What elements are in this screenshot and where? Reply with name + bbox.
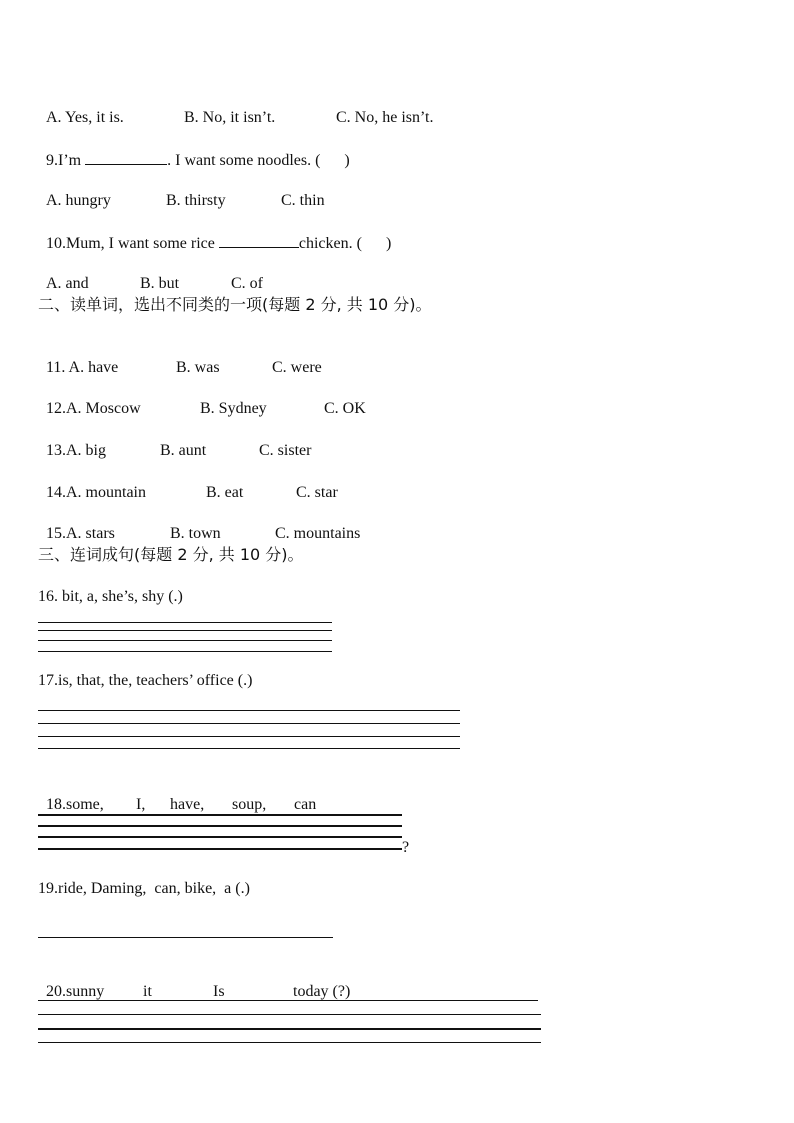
q18-answer-line-4[interactable] <box>38 848 402 850</box>
q18-answer-line-3[interactable] <box>38 836 402 838</box>
q9-options <box>38 171 325 211</box>
q11-option-c[interactable]: C. were <box>272 359 322 376</box>
q14-option-c[interactable]: C. star <box>296 484 338 501</box>
q11-row <box>38 338 322 378</box>
q13-option-a[interactable]: 13.A. big <box>46 442 106 459</box>
q20-answer-line-3[interactable] <box>38 1028 541 1030</box>
q8-options <box>38 88 433 128</box>
q20-answer-line-2[interactable] <box>38 1014 541 1015</box>
q20-word-2: it <box>143 983 152 1000</box>
q9-stem <box>38 130 350 171</box>
q16-answer-line-3[interactable] <box>38 640 332 641</box>
section-2-title: 二、读单词，选出不同类的一项(每题 2 分, 共 10 分)。 <box>38 295 432 314</box>
q17-words: 17.is, that, the, teachers’ office (.) <box>38 672 253 689</box>
q16-answer-line-1[interactable] <box>38 622 332 623</box>
q14-row <box>38 463 338 503</box>
q9-blank[interactable] <box>85 150 167 165</box>
q8-option-c[interactable]: C. No, he isn’t. <box>336 109 434 126</box>
q18-word-2: I, <box>136 796 146 813</box>
q9-option-c[interactable]: C. thin <box>281 192 325 209</box>
q20-answer-line-1[interactable] <box>38 1000 538 1001</box>
q13-row <box>38 421 311 461</box>
section-3-title: 三、连词成句(每题 2 分, 共 10 分)。 <box>38 545 304 564</box>
q10-option-b[interactable]: B. but <box>140 275 180 292</box>
q18-word-5: can <box>294 796 317 813</box>
q19-answer-line[interactable] <box>38 937 333 938</box>
q18-question-mark: ? <box>402 839 410 856</box>
q17-answer-line-4[interactable] <box>38 748 460 749</box>
q14-option-b[interactable]: B. eat <box>206 484 244 501</box>
q13-option-b[interactable]: B. aunt <box>160 442 207 459</box>
q10-option-a[interactable]: A. and <box>46 275 89 292</box>
q20-word-4: today (?) <box>293 983 351 1000</box>
q11-option-b[interactable]: B. was <box>176 359 220 376</box>
q12-option-a[interactable]: 12.A. Moscow <box>46 400 141 417</box>
q10-blank[interactable] <box>219 233 299 248</box>
q17-answer-line-2[interactable] <box>38 723 460 724</box>
q15-option-b[interactable]: B. town <box>170 525 221 542</box>
q16-words: 16. bit, a, she’s, shy (.) <box>38 588 183 605</box>
q18-answer-line-2[interactable] <box>38 825 402 827</box>
q15-option-c[interactable]: C. mountains <box>275 525 361 542</box>
q9-text-pre: 9.I’m <box>46 152 86 169</box>
q17-answer-line-3[interactable] <box>38 736 460 737</box>
q18-answer-line-1[interactable] <box>38 814 402 816</box>
q8-option-a[interactable]: A. Yes, it is. <box>46 109 124 126</box>
q12-option-b[interactable]: B. Sydney <box>200 400 267 417</box>
q20-word-3: Is <box>213 983 225 1000</box>
q10-options <box>38 254 263 294</box>
q9-text-post: . I want some noodles. ( ) <box>167 152 350 169</box>
q16-answer-line-4[interactable] <box>38 651 332 652</box>
q15-option-a[interactable]: 15.A. stars <box>46 525 115 542</box>
q13-option-c[interactable]: C. sister <box>259 442 312 459</box>
q20-answer-line-4[interactable] <box>38 1042 541 1043</box>
q15-row <box>38 504 360 544</box>
q20-words <box>38 962 350 1002</box>
q10-text-pre: 10.Mum, I want some rice <box>46 235 219 252</box>
q9-option-a[interactable]: A. hungry <box>46 192 111 209</box>
q18-words <box>38 775 316 815</box>
q8-option-b[interactable]: B. No, it isn’t. <box>184 109 276 126</box>
q17-answer-line-1[interactable] <box>38 710 460 711</box>
q19-words: 19.ride, Daming, can, bike, a (.) <box>38 880 250 897</box>
q9-option-b[interactable]: B. thirsty <box>166 192 226 209</box>
q10-text-post: chicken. ( ) <box>298 235 392 252</box>
q11-option-a[interactable]: 11. A. have <box>46 359 119 376</box>
q16-answer-line-2[interactable] <box>38 630 332 631</box>
q18-word-4: soup, <box>232 796 267 813</box>
q14-option-a[interactable]: 14.A. mountain <box>46 484 146 501</box>
q18-word-1: 18.some, <box>46 796 104 813</box>
q12-row <box>38 379 366 419</box>
q12-option-c[interactable]: C. OK <box>324 400 366 417</box>
q10-option-c[interactable]: C. of <box>231 275 263 292</box>
q20-word-1: 20.sunny <box>46 983 105 1000</box>
q10-stem <box>38 213 391 254</box>
q18-word-3: have, <box>170 796 205 813</box>
